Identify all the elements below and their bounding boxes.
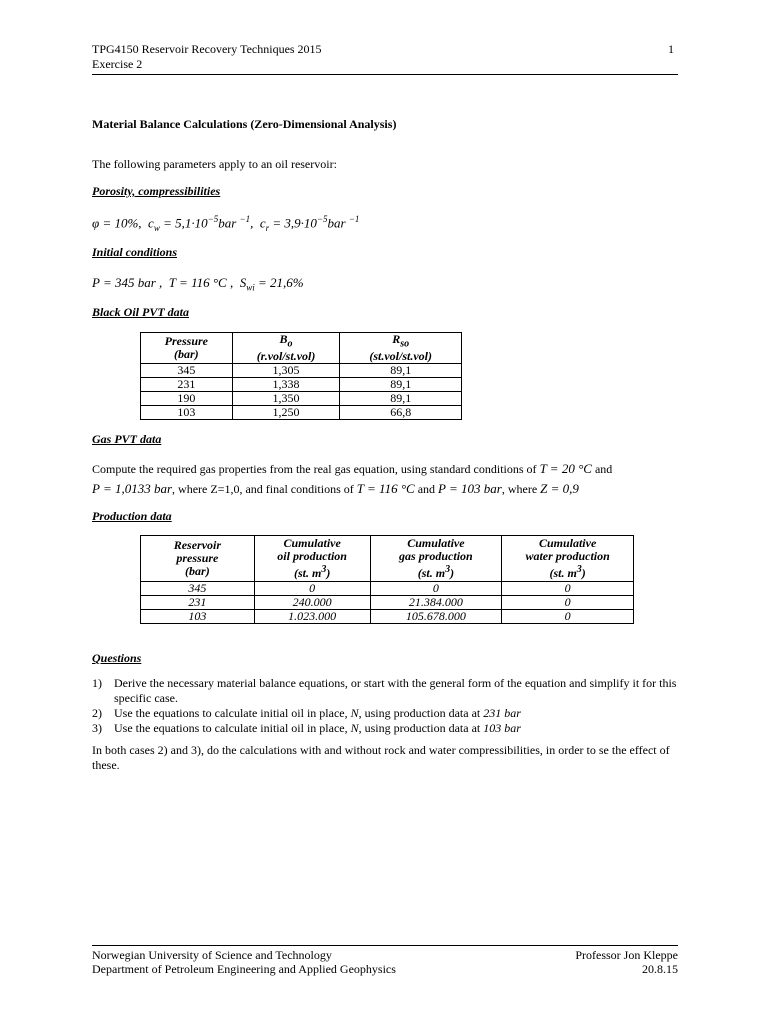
col-cum-water: Cumulative water production (st. $m^3$) bbox=[502, 536, 634, 582]
black-oil-header-row bbox=[141, 333, 462, 364]
phi-value: φ = 10% bbox=[92, 215, 139, 231]
gas-pvt-line1: Compute the required gas properties from the real gas equation, using standard conditions of T = 20 °C and bbox=[92, 461, 613, 476]
footer-university: Norwegian University of Science and Technology bbox=[92, 948, 332, 962]
production-header-row bbox=[141, 536, 634, 582]
production-heading: Production data bbox=[92, 509, 172, 523]
table-row: 345 0 0 0 bbox=[141, 582, 634, 596]
table-row: 190 1,350 89,1 bbox=[141, 392, 462, 406]
table-row: 345 1,305 89,1 bbox=[141, 364, 462, 378]
porosity-equation: φ = 10%, $c_w = 5,1\cdot 10^{-5}bar$ $^{-1}$, $c_r = 3,9\cdot 10^{-5}bar$ $^{-1}$ bbox=[92, 214, 360, 233]
header-exercise: Exercise 2 bbox=[92, 57, 143, 71]
col-pressure: Pressure (bar) bbox=[141, 333, 233, 364]
black-oil-heading: Black Oil PVT data bbox=[92, 305, 189, 319]
black-oil-table bbox=[140, 332, 462, 420]
gas-pvt-heading: Gas PVT data bbox=[92, 432, 162, 446]
question-item: 3) Use the equations to calculate initial oil in place, N, using production data at 103 bar bbox=[92, 721, 521, 735]
col-bo: $B_o$ (r.vol/st.vol) bbox=[232, 333, 340, 364]
question-item: 1) Derive the necessary material balance equations, or start with the general form of the equation and simplify it for this specific case. bbox=[92, 676, 677, 705]
porosity-heading: Porosity, compressibilities bbox=[92, 184, 221, 198]
questions-closing: In both cases 2) and 3), do the calculations with and without rock and water compressibilities, in order to se the effect of these. bbox=[92, 743, 670, 772]
document-title: Material Balance Calculations (Zero-Dimensional Analysis) bbox=[92, 117, 397, 131]
initial-heading: Initial conditions bbox=[92, 245, 178, 259]
table-row: 103 1.023.000 105.678.000 0 bbox=[141, 610, 634, 624]
table-row: 231 1,338 89,1 bbox=[141, 378, 462, 392]
footer-department: Department of Petroleum Engineering and Applied Geophysics bbox=[92, 962, 396, 976]
col-rso: $R_{so}$ (st.vol/st.vol) bbox=[340, 333, 462, 364]
intro-text: The following parameters apply to an oil reservoir: bbox=[92, 157, 337, 171]
gas-pvt-line2: P = 1,0133 bar, where Z=1,0, and final conditions of T = 116 °C and P = 103 bar, where Z = 0,9 bbox=[92, 481, 579, 496]
table-row: 103 1,250 66,8 bbox=[141, 406, 462, 420]
footer-rule bbox=[92, 945, 678, 946]
production-table bbox=[140, 535, 634, 624]
initial-equation: P = 345 bar , T = 116 °C , $S_{wi} = 21,6\%$ bbox=[92, 275, 304, 293]
header-course: TPG4150 Reservoir Recovery Techniques 2015 bbox=[92, 42, 322, 56]
col-reservoir-pressure: Reservoir pressure (bar) bbox=[141, 536, 255, 582]
table-row: 231 240.000 21.384.000 0 bbox=[141, 596, 634, 610]
footer-author: Professor Jon Kleppe bbox=[575, 948, 678, 962]
col-cum-oil: Cumulative oil production (st. $m^3$) bbox=[254, 536, 370, 582]
col-cum-gas: Cumulative gas production (st. $m^3$) bbox=[370, 536, 502, 582]
header-rule bbox=[92, 74, 678, 75]
questions-heading: Questions bbox=[92, 651, 142, 665]
questions-list bbox=[92, 676, 682, 736]
footer-date: 20.8.15 bbox=[642, 962, 678, 976]
page-number: 1 bbox=[668, 42, 674, 56]
question-item: 2) Use the equations to calculate initial oil in place, N, using production data at 231 bar bbox=[92, 706, 521, 720]
